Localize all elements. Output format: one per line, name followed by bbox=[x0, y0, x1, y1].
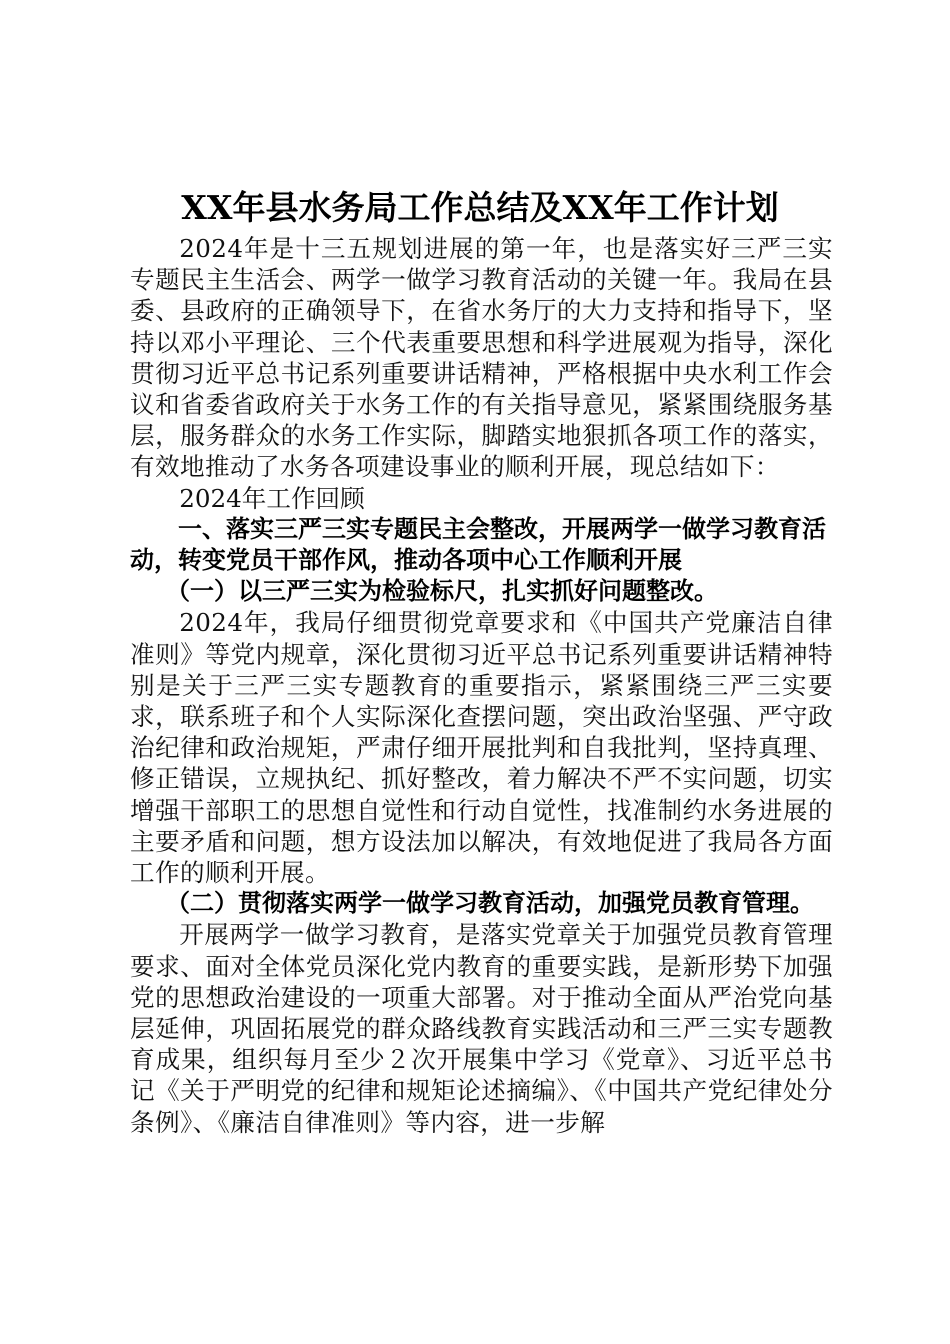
intro-paragraph: 2024年是十三五规划进展的第一年，也是落实好三严三实专题民主生活会、两学一做学习教育活动的关键一年。我局在县委、县政府的正确领导下，在省水务厅的大力支持和指导下，坚持以邓小平理论、三个代表重要思想和科学进展观为指导，深化贯彻习近平总书记系列重要讲话精神，严格根据中央水利工作会议和省委省政府关于水务工作的有关指导意见，紧紧围绕服务基层，服务群众的水务工作实际，脚踏实地狠抓各项工作的落实，有效地推动了水务各项建设事业的顺利开展，现总结如下： bbox=[130, 234, 833, 482]
document-title: XX年县水务局工作总结及XX年工作计划 bbox=[181, 188, 779, 227]
subsection-1-heading: （一）以三严三实为检验标尺，扎实抓好问题整改。 bbox=[166, 577, 718, 606]
subsection-2-heading: （二）贯彻落实两学一做学习教育活动，加强党员教育管理。 bbox=[166, 889, 814, 918]
document-body bbox=[130, 233, 833, 1138]
subsection-1-paragraph: 2024年，我局仔细贯彻党章要求和《中国共产党廉洁自律准则》等党内规章，深化贯彻习近平总书记系列重要讲话精神特别是关于三严三实专题教育的重要指示，紧紧围绕三严三实要求，联系班子和个人实际深化查摆问题，突出政治坚强、严守政治纪律和政治规矩，严肃仔细开展批判和自我批判，坚持真理、修正错误，立规执纪、抓好整改，着力解决不严不实问题，切实增强干部职工的思想自觉性和行动自觉性，找准制约水务进展的主要矛盾和问题，想方设法加以解决，有效地促进了我局各方面工作的顺利开展。 bbox=[130, 608, 833, 888]
subsection-2-paragraph: 开展两学一做学习教育，是落实党章关于加强党员教育管理要求、面对全体党员深化党内教育的重要实践，是新形势下加强党的思想政治建设的一项重大部署。对于推动全面从严治党向基层延伸，巩固拓展党的群众路线教育实践活动和三严三实专题教育成果，组织每月至少２次开展集中学习《党章》、习近平总书记《关于严明党的纪律和规矩论述摘编》、《中国共产党纪律处分条例》、《廉洁自律准则》等内容，进一步解 bbox=[130, 920, 833, 1137]
section-1-heading: 一、落实三严三实专题民主会整改，开展两学一做学习教育活动，转变党员干部作风，推动各项中心工作顺利开展 bbox=[130, 514, 826, 575]
review-heading: 2024年工作回顾 bbox=[179, 483, 365, 513]
